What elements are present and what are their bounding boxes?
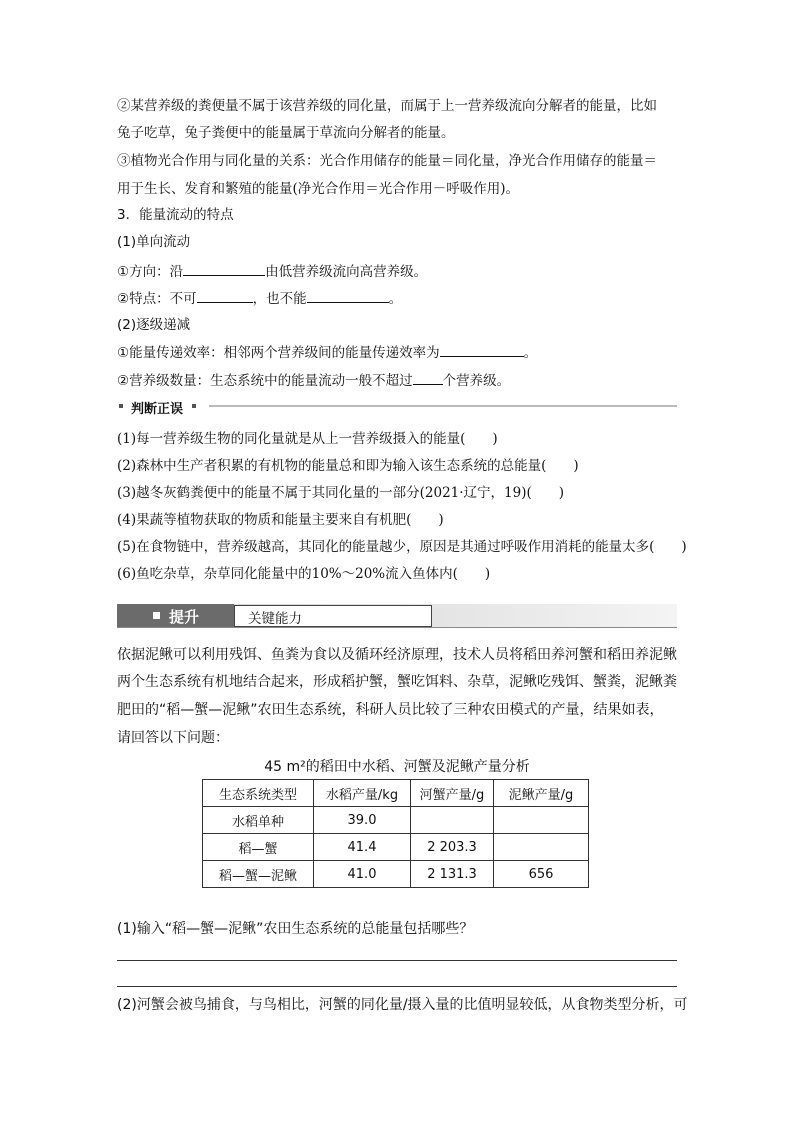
- table-row: [203, 861, 589, 888]
- bullet-square-icon: [119, 404, 123, 408]
- table-cell: 656: [494, 861, 589, 888]
- efficiency-line: [117, 342, 537, 362]
- feature-line: [117, 288, 402, 308]
- subheading-one-way: (1)单向流动: [117, 234, 191, 250]
- table-cell: 41.0: [314, 861, 411, 888]
- level-count-blank[interactable]: [413, 370, 443, 385]
- judge-section-header: [117, 398, 677, 417]
- banner-underline: [117, 627, 677, 628]
- table-header-cell: 生态系统类型: [203, 780, 314, 807]
- direction-line: [117, 261, 427, 281]
- note-2-line-1: ②某营养级的粪便量不属于该营养级的同化量，而属于上一营养级流向分解者的能量，比如: [117, 98, 657, 114]
- direction-blank[interactable]: [183, 261, 265, 276]
- table-header-cell: 泥鳅产量/g: [494, 780, 589, 807]
- bullet-square-icon: [192, 404, 196, 408]
- table-cell: 2 203.3: [411, 834, 494, 861]
- section-3-heading: 3．能量流动的特点: [117, 207, 234, 223]
- direction-prefix: ①方向：沿: [117, 264, 184, 280]
- judge-item: (6)鱼吃杂草，杂草同化能量中的10%～20%流入鱼体内( ): [117, 566, 491, 582]
- passage-line: 请回答以下问题：: [117, 730, 229, 746]
- table-header-row: [203, 780, 589, 807]
- note-2-line-2: 兔子吃草，兔子粪便中的能量属于草流向分解者的能量。: [117, 125, 455, 141]
- feature-middle: ，也不能: [252, 291, 307, 307]
- table-row: [203, 834, 589, 861]
- table-caption: 45 m²的稻田中水稻、河蟹及泥鳅产量分析: [264, 759, 530, 775]
- header-rule: [209, 405, 677, 407]
- level-count-line: [117, 370, 510, 390]
- judge-item: (5)在食物链中，营养级越高，其同化的能量越少，原因是其通过呼吸作用消耗的能量太多( ): [117, 539, 687, 555]
- table-cell: [494, 834, 589, 861]
- question-2: (2)河蟹会被鸟捕食，与鸟相比，河蟹的同化量/摄入量的比值明显较低，从食物类型分析，可: [117, 997, 688, 1013]
- feature-suffix: 。: [388, 291, 403, 307]
- efficiency-blank[interactable]: [440, 342, 524, 357]
- yield-table: [202, 779, 589, 888]
- table-header-cell: 水稻产量/kg: [314, 780, 411, 807]
- note-3-line-1: ③植物光合作用与同化量的关系：光合作用储存的能量＝同化量，净光合作用储存的能量＝: [117, 153, 657, 169]
- note-3-line-2: 用于生长、发育和繁殖的能量(净光合作用＝光合作用－呼吸作用)。: [117, 181, 520, 197]
- table-cell: 39.0: [314, 807, 411, 834]
- judge-title: 判断正误: [131, 402, 184, 417]
- passage-line: 肥田的“稻—蟹—泥鳅”农田生态系统，科研人员比较了三种农田模式的产量，结果如表，: [117, 702, 664, 718]
- feature-blank-1[interactable]: [197, 288, 253, 303]
- passage-line: 两个生态系统有机地结合起来，形成稻护蟹，蟹吃饵料、杂草，泥鳅吃残饵、蟹粪，泥鳅粪: [117, 674, 677, 690]
- table-cell: [494, 807, 589, 834]
- level-count-prefix: ②营养级数量：生态系统中的能量流动一般不超过: [117, 373, 413, 389]
- table-cell: 2 131.3: [411, 861, 494, 888]
- table-cell: 稻—蟹—泥鳅: [203, 861, 314, 888]
- direction-suffix: 由低营养级流向高营养级。: [265, 264, 428, 280]
- feature-blank-2[interactable]: [307, 288, 389, 303]
- judge-item: (2)森林中生产者积累的有机物的能量总和即为输入该生态系统的总能量( ): [117, 458, 579, 474]
- table-row: [203, 807, 589, 834]
- banner-label: 提升: [169, 608, 200, 626]
- table-header-cell: 河蟹产量/g: [411, 780, 494, 807]
- table-cell: 稻—蟹: [203, 834, 314, 861]
- banner-sub-label: 关键能力: [248, 611, 302, 627]
- feature-prefix: ②特点：不可: [117, 291, 197, 307]
- banner-square-icon: [153, 612, 160, 619]
- table-cell: [411, 807, 494, 834]
- passage-line: 依据泥鳅可以利用残饵、鱼粪为食以及循环经济原理，技术人员将稻田养河蟹和稻田养泥鳅: [117, 647, 677, 663]
- question-1: (1)输入“稻—蟹—泥鳅”农田生态系统的总能量包括哪些？: [117, 921, 474, 937]
- answer-line[interactable]: [117, 986, 677, 987]
- judge-item: (3)越冬灰鹤粪便中的能量不属于其同化量的一部分(2021·辽宁，19)( ): [117, 485, 565, 501]
- table-cell: 水稻单种: [203, 807, 314, 834]
- judge-item: (1)每一营养级生物的同化量就是从上一营养级摄入的能量( ): [117, 431, 498, 447]
- subheading-decreasing: (2)逐级递减: [117, 317, 191, 333]
- judge-item: (4)果蔬等植物获取的物质和能量主要来自有机肥( ): [117, 512, 444, 528]
- efficiency-suffix: 。: [523, 345, 538, 361]
- level-count-suffix: 个营养级。: [442, 373, 511, 389]
- answer-line[interactable]: [117, 960, 677, 961]
- efficiency-prefix: ①能量传递效率：相邻两个营养级间的能量传递效率为: [117, 345, 440, 361]
- table-cell: 41.4: [314, 834, 411, 861]
- section-banner: [117, 604, 677, 628]
